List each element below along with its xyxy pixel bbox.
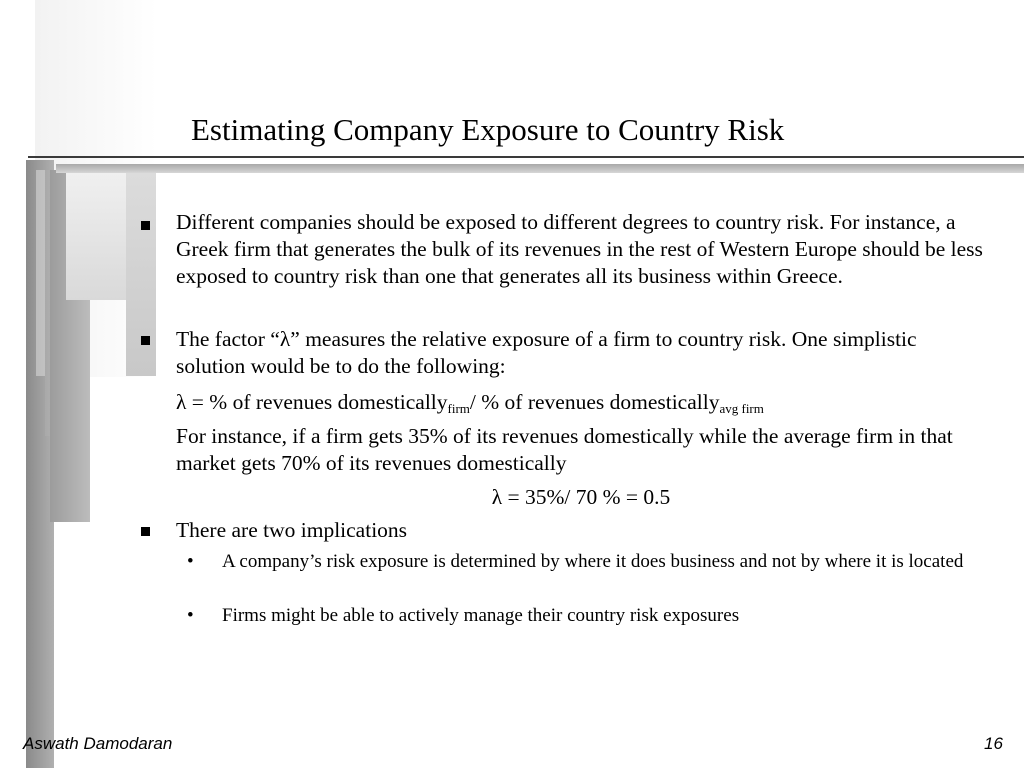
- dot-bullet-icon: •: [187, 551, 194, 572]
- example-text: For instance, if a firm gets 35% of its revenues domestically while the average firm in that market gets 70% of its revenues domestically: [176, 424, 953, 475]
- lambda-formula: [176, 389, 988, 422]
- sub-bullet-text-2: Firms might be able to actively manage their country risk exposures: [222, 605, 740, 626]
- lambda-equation: λ = 35%/ 70 % = 0.5: [491, 485, 671, 509]
- formula-subscript-firm: firm: [447, 401, 470, 416]
- sub-bullet-text-1: A company’s risk exposure is determined by where it does business and not by where it is located: [222, 551, 964, 572]
- bullet-text-2: The factor “λ” measures the relative exposure of a firm to country risk. One simplistic solution would be to do the following:: [176, 327, 917, 378]
- formula-part-2: / % of revenues domestically: [469, 390, 720, 414]
- dot-bullet-icon: •: [187, 605, 194, 626]
- footer-author: Aswath Damodaran: [23, 734, 173, 753]
- formula-subscript-avg: avg firm: [719, 401, 764, 416]
- square-bullet-icon: [141, 527, 150, 536]
- square-bullet-icon: [141, 221, 150, 230]
- footer-page-number: 16: [984, 734, 1003, 753]
- square-bullet-icon: [141, 336, 150, 345]
- formula-part-1: λ = % of revenues domestically: [176, 390, 448, 414]
- bullet-text-1: Different companies should be exposed to different degrees to country risk. For instance, a Greek firm that generates the bulk of its revenues in the rest of Western Europe should be less exposed to country risk than one that generates all its business within Greece.: [176, 210, 983, 288]
- slide-title: Estimating Company Exposure to Country Risk: [191, 112, 785, 147]
- bullet-text-3: There are two implications: [176, 518, 408, 542]
